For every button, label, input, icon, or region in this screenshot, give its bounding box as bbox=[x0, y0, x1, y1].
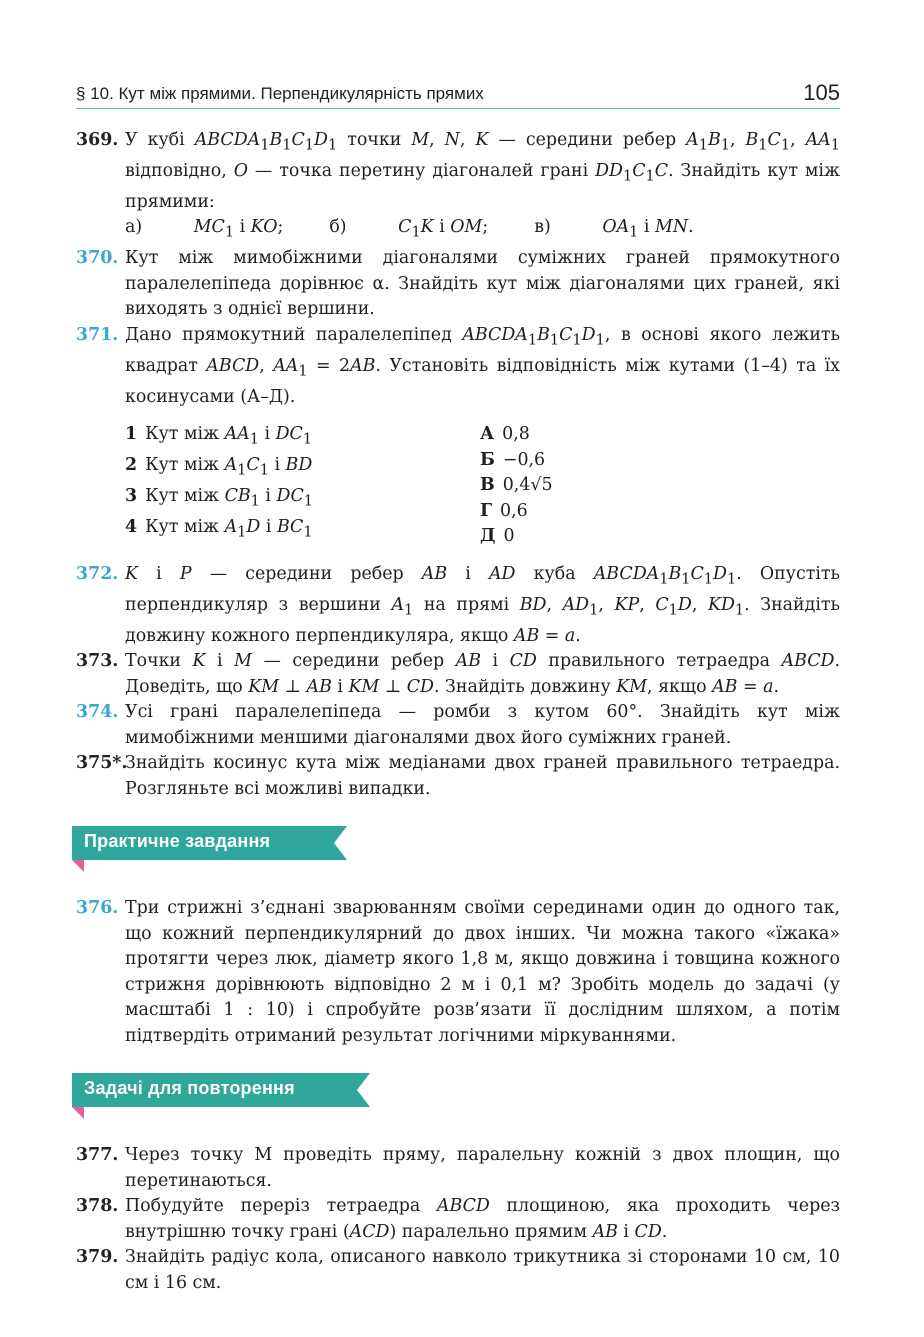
sub-item-b: б) $C_1K$ і OM; bbox=[329, 217, 489, 241]
problem-372 bbox=[76, 562, 840, 649]
section-banner-practical bbox=[72, 826, 840, 860]
problem-number: 371. bbox=[76, 324, 119, 345]
angle-row: 2 Кут між $A_1C_1$ і BD bbox=[125, 455, 313, 479]
problem-370 bbox=[76, 246, 840, 323]
page-header bbox=[76, 80, 840, 109]
angles-column bbox=[125, 422, 480, 550]
problem-text: Три стрижні з’єднані зварюванням своїми серединами один до одного так, що кожний перпендикулярний до двох інших. Чи можна такого «їжака» протягти через люк, діаметр якого 1,8 м, якщо довжина і товщина кожного стрижня дорівнюють відповідно 2 м і 0,1 м? Зробіть модель до задачі (у масштабі 1 : 10) і спробуйте розв’язати її дослідним шляхом, а потім підтвердіть отриманий результат логічними міркуваннями. bbox=[125, 898, 840, 1046]
problem-369 bbox=[76, 128, 840, 246]
problem-text: Усі грані паралелепіпеда — ромби з кутом 60°. Знайдіть кут між мимобіжними меншими діагоналями двох його суміжних граней. bbox=[125, 702, 840, 748]
sub-items bbox=[125, 215, 840, 246]
problem-376 bbox=[76, 896, 840, 1049]
cosine-row: Б −0,6 bbox=[480, 449, 546, 470]
sub-item-a: а) $MC_1$ і KO; bbox=[125, 217, 284, 241]
problem-text: Точки K і M — середини ребер AB і CD правильного тетраедра ABCD. Доведіть, що KM ⊥ AB і KM ⊥ CD. Знайдіть довжину KM, якщо AB = a. bbox=[125, 651, 840, 697]
problem-371 bbox=[76, 323, 840, 410]
page-number: 105 bbox=[803, 80, 840, 105]
problem-text: Кут між мимобіжними діагоналями суміжних граней прямокутного паралелепіпеда дорівнює α. Знайдіть кут між діагоналями цих граней, які виходять з однієї вершини. bbox=[125, 248, 840, 320]
problem-379 bbox=[76, 1245, 840, 1296]
problem-text: Побудуйте переріз тетраедра ABCD площиною, яка проходить через внутрішню точку грані (ACD) паралельно прямим AB і CD. bbox=[125, 1196, 840, 1242]
problem-text: У кубі $ABCDA_1B_1C_1D_1$ точки M, N, K — середини ребер $A_1B_1$, $B_1C_1$, $AA_1$ відповідно, O — точка перетину діагоналей грані $DD_1C_1C$. Знайдіть кут між прямими: bbox=[125, 130, 840, 212]
problem-text: Дано прямокутний паралелепіпед $ABCDA_1B_1C_1D_1$, в основі якого лежить квадрат ABCD, $AA_1 = 2AB$. Установіть відповідність між кутами (1–4) та їх косинусами (А–Д). bbox=[125, 324, 840, 407]
banner-title: Задачі для повторення bbox=[84, 1078, 295, 1099]
cosine-row: Д 0 bbox=[480, 526, 515, 547]
section-title: § 10. Кут між прямими. Перпендикулярність прямих bbox=[76, 84, 484, 103]
problem-number: 373. bbox=[76, 651, 119, 672]
problem-number: 370. bbox=[76, 248, 119, 269]
problem-number: 379. bbox=[76, 1247, 119, 1268]
page-content bbox=[76, 128, 840, 1296]
angle-row: 4 Кут між $A_1D$ і $BC_1$ bbox=[125, 517, 313, 541]
problem-373 bbox=[76, 649, 840, 700]
angle-row: 1 Кут між $AA_1$ і $DC_1$ bbox=[125, 424, 313, 448]
problem-number: 377. bbox=[76, 1145, 119, 1166]
problem-number: 369. bbox=[76, 130, 119, 150]
problem-number: 376. bbox=[76, 898, 119, 919]
problem-number: 372. bbox=[76, 563, 119, 584]
problem-text: K і P — середини ребер AB і AD куба $ABCDA_1B_1C_1D_1$. Опустіть перпендикуляр з вершини $A_1$ на прямі BD, $AD_1$, KP, $C_1D$, $KD_1$. Знайдіть довжину кожного перпендикуляра, якщо AB = a. bbox=[125, 563, 840, 646]
problem-375 bbox=[76, 751, 840, 802]
cosine-row: Г 0,6 bbox=[480, 500, 528, 521]
problem-text: Знайдіть радіус кола, описаного навколо трикутника зі сторонами 10 см, 10 см і 16 см. bbox=[125, 1247, 840, 1293]
problem-text: Знайдіть косинус кута між медіанами двох граней правильного тетраедра. Розгляньте всі можливі випадки. bbox=[125, 753, 840, 799]
problem-number: 378. bbox=[76, 1196, 119, 1217]
sub-item-c: в) $OA_1$ і MN. bbox=[534, 217, 694, 241]
banner-title: Практичне завдання bbox=[84, 831, 271, 852]
matching-table bbox=[76, 422, 840, 550]
section-banner-review bbox=[72, 1073, 840, 1107]
problem-text: Через точку M проведіть пряму, паралельну кожній з двох площин, що перетинаються. bbox=[125, 1145, 840, 1191]
problem-374 bbox=[76, 700, 840, 751]
problem-number: 374. bbox=[76, 702, 119, 723]
cosines-column bbox=[480, 422, 780, 550]
cosine-row: В 0,4√5 bbox=[480, 475, 553, 496]
cosine-row: А 0,8 bbox=[480, 424, 530, 445]
problem-number: 375*. bbox=[76, 753, 128, 774]
problem-378 bbox=[76, 1194, 840, 1245]
angle-row: 3 Кут між $CB_1$ і $DC_1$ bbox=[125, 486, 314, 510]
problem-377 bbox=[76, 1143, 840, 1194]
